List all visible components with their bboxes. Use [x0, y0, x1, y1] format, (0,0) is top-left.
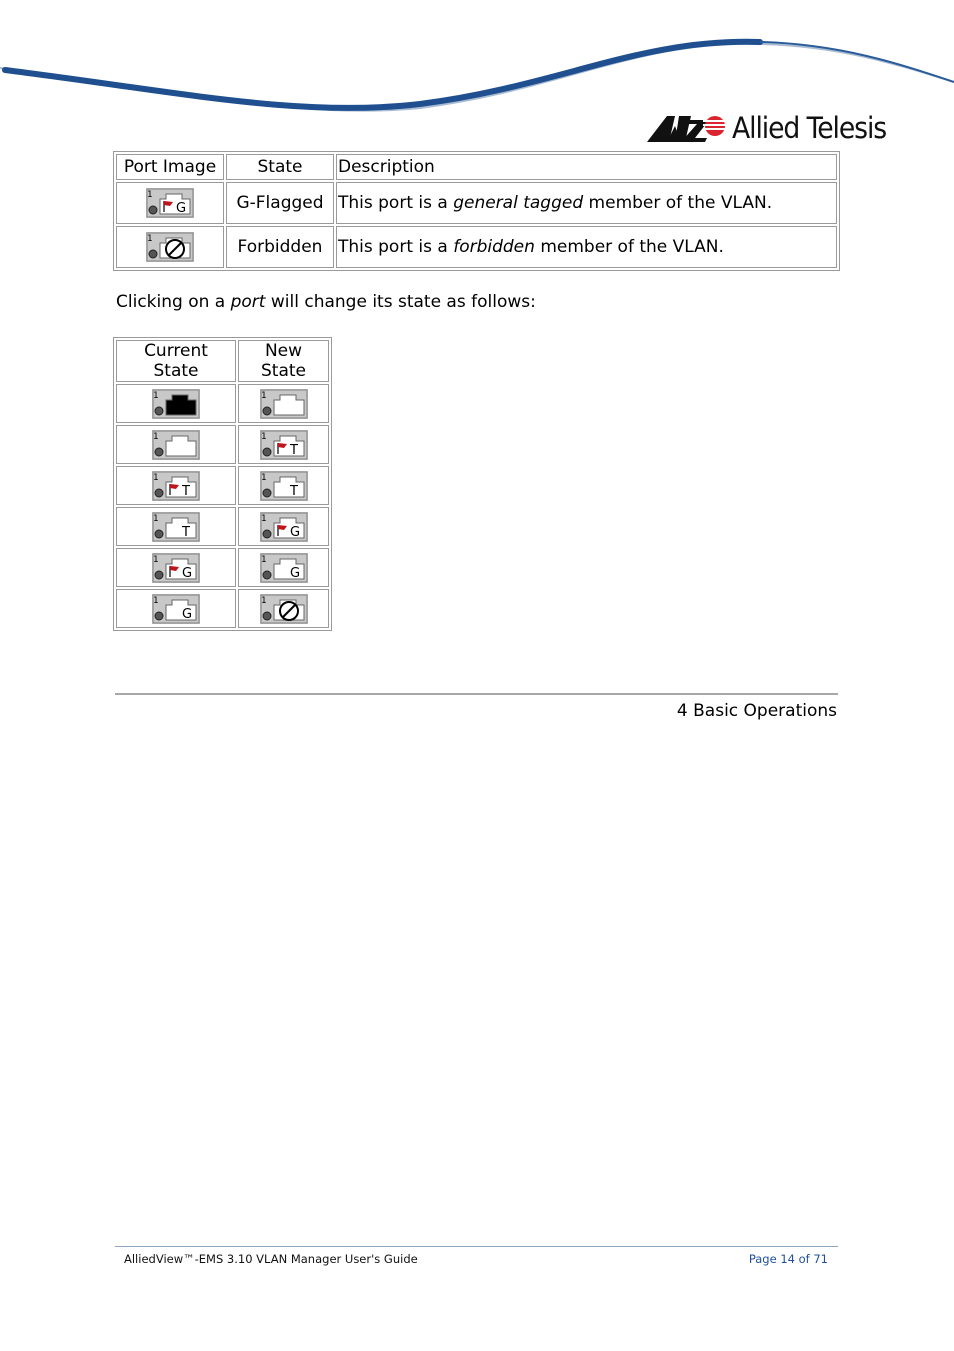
svg-text:G: G	[182, 565, 193, 581]
port-t-flagged-icon	[152, 471, 200, 501]
port-image-table	[113, 151, 840, 271]
description-cell: This port is a general tagged member of the VLAN.	[336, 182, 837, 224]
port-g-icon	[152, 594, 200, 624]
footer-page-number: Page 14 of 71	[748, 1252, 828, 1266]
svg-text:1: 1	[153, 595, 159, 606]
port-t-flagged-icon	[260, 430, 308, 460]
svg-text:T: T	[182, 524, 190, 540]
port-image-cell	[116, 182, 224, 224]
table-header-row	[116, 340, 329, 382]
svg-text:1: 1	[153, 472, 159, 483]
new-state-cell[interactable]	[238, 466, 329, 505]
new-state-cell[interactable]	[238, 589, 329, 628]
svg-text:G: G	[176, 201, 187, 216]
svg-text:1: 1	[153, 431, 159, 442]
svg-text:1: 1	[147, 190, 153, 200]
svg-text:1: 1	[260, 513, 266, 524]
current-state-cell[interactable]	[116, 548, 236, 587]
current-state-cell[interactable]	[116, 425, 236, 464]
port-image-cell	[116, 226, 224, 268]
port-forbidden-icon	[146, 232, 194, 262]
section-divider	[115, 693, 838, 695]
svg-text:1: 1	[153, 554, 159, 565]
table-row	[116, 589, 329, 628]
svg-text:T: T	[182, 483, 190, 499]
table-header-row	[116, 154, 837, 180]
port-filled-icon	[152, 389, 200, 419]
svg-text:1: 1	[260, 472, 266, 483]
svg-text:1: 1	[153, 513, 159, 524]
logo-text: Allied Telesis	[732, 111, 887, 145]
port-empty-icon	[260, 389, 308, 419]
table-row	[116, 548, 329, 587]
new-state-cell[interactable]	[238, 507, 329, 546]
svg-text:1: 1	[260, 390, 266, 401]
state-cell: G-Flagged	[226, 182, 334, 224]
column-header-description: Description	[336, 154, 837, 180]
new-state-cell[interactable]	[238, 425, 329, 464]
column-header-state: State	[226, 154, 334, 180]
intro-paragraph: Clicking on a port will change its state as follows:	[116, 292, 536, 312]
table-row	[116, 226, 837, 268]
svg-text:1: 1	[260, 431, 266, 442]
current-state-cell[interactable]	[116, 507, 236, 546]
allied-telesis-logo-mark-icon	[645, 112, 727, 144]
svg-text:T: T	[289, 442, 298, 458]
svg-text:1: 1	[260, 595, 266, 606]
port-g-flagged-icon	[260, 512, 308, 542]
port-forbidden-icon	[260, 594, 308, 624]
state-cell: Forbidden	[226, 226, 334, 268]
new-state-cell[interactable]	[238, 548, 329, 587]
table-row	[116, 466, 329, 505]
state-transition-table	[113, 337, 332, 631]
port-g-flagged-icon	[146, 188, 194, 218]
allied-telesis-logo	[645, 108, 899, 148]
column-header-new-state: New State	[238, 340, 329, 382]
svg-text:G: G	[289, 524, 300, 540]
current-state-cell[interactable]	[116, 384, 236, 423]
state-table-body	[116, 384, 329, 628]
port-t-icon	[260, 471, 308, 501]
description-cell: This port is a forbidden member of the VLAN.	[336, 226, 837, 268]
column-header-current-state: Current State	[116, 340, 236, 382]
table-row	[116, 425, 329, 464]
column-header-port-image: Port Image	[116, 154, 224, 180]
svg-text:G: G	[182, 606, 193, 622]
svg-text:1: 1	[147, 234, 153, 244]
svg-text:G: G	[289, 565, 300, 581]
footer-document-title: AlliedView™-EMS 3.10 VLAN Manager User's Guide	[124, 1252, 418, 1266]
port-g-flagged-icon	[152, 553, 200, 583]
port-empty-icon	[152, 430, 200, 460]
table-row	[116, 182, 837, 224]
table-row	[116, 507, 329, 546]
footer-divider	[115, 1246, 838, 1247]
svg-text:T: T	[289, 483, 298, 499]
section-label: 4 Basic Operations	[676, 701, 837, 721]
port-t-icon	[152, 512, 200, 542]
current-state-cell[interactable]	[116, 466, 236, 505]
new-state-cell[interactable]	[238, 384, 329, 423]
port-g-icon	[260, 553, 308, 583]
current-state-cell[interactable]	[116, 589, 236, 628]
svg-text:1: 1	[260, 554, 266, 565]
table-row	[116, 384, 329, 423]
svg-text:1: 1	[153, 390, 159, 401]
